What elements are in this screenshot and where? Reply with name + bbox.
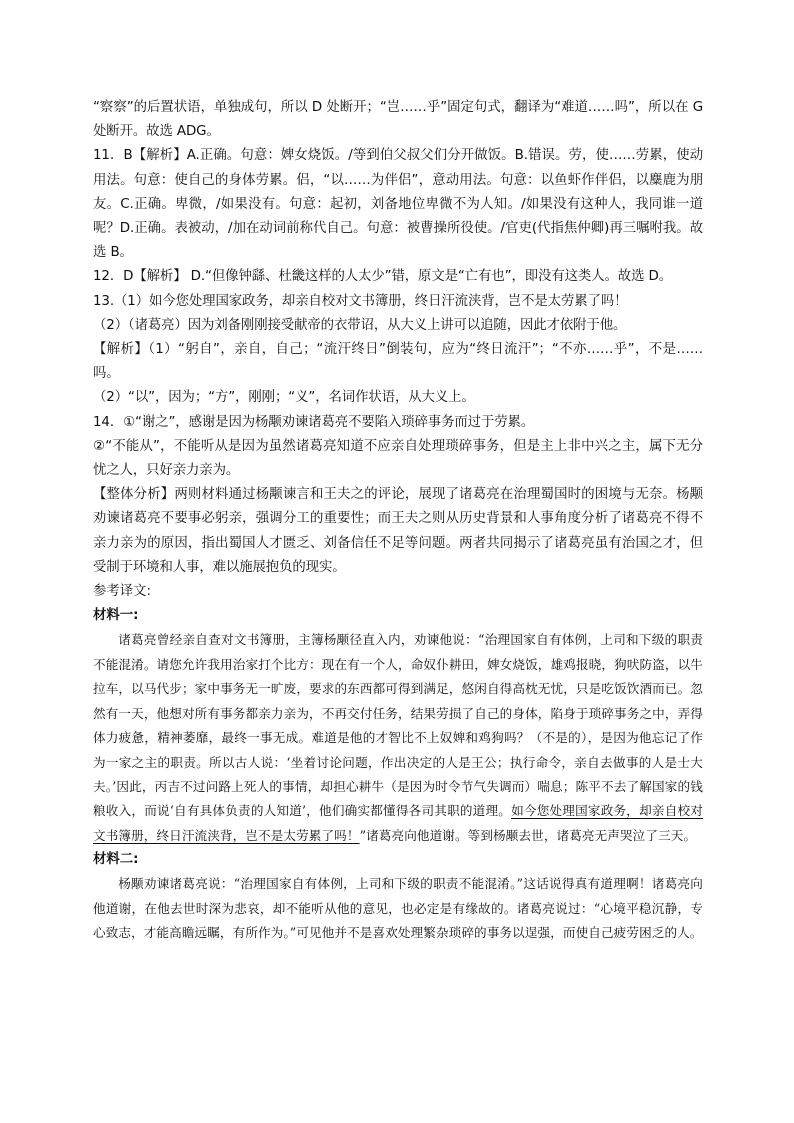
material1-text-b: ”诸葛亮向他道谢。等到杨颙去世，诸葛亮无声哭泣了三天。 bbox=[359, 827, 697, 843]
q13-part2: （2）（诸葛亮）因为刘备刚刚接受献帝的衣带诏，从大义上讲可以追随，因此才依附于他。 bbox=[93, 317, 627, 333]
q10-tail-paragraph: “察察”的后置状语，单独成句，所以 D 处断开；“岂……乎”固定句式，翻译为“难道……吗”，所以在 G 处断开。故选 ADG。 bbox=[93, 100, 703, 140]
q13-analysis-part1: 【解析】（1）“躬自”，亲自，自己；“流汗终日”倒装句，应为“终日流汗”；“不亦……乎”，不是……吗。 bbox=[93, 342, 703, 382]
document-page bbox=[93, 96, 703, 946]
overall-analysis: 【整体分析】两则材料通过杨颙谏言和王夫之的评论，展现了诸葛亮在治理蜀国时的困境与无奈。杨颙劝谏诸葛亮不要事必躬亲，强调分工的重要性；而王夫之则从历史背景和人事角度分析了诸葛亮不得不亲力亲为的原因，指出蜀国人才匮乏、刘备信任不足等问题。两者共同揭示了诸葛亮虽有治国之才，但受制于环境和人事，难以施展抱负的现实。 bbox=[93, 487, 703, 575]
material1-translation bbox=[93, 628, 703, 848]
material1-underlined-sentence: 如今您处理国家政务，却亲自校对文书簿册，终日汗流浃背，岂不是太劳累了吗！ bbox=[93, 803, 704, 843]
material1-label: 材料一: bbox=[93, 608, 139, 624]
q13-part1: 13.（1）如今您处理国家政务，却亲自校对文书簿册，终日汗流浃背，岂不是太劳累了吗！ bbox=[93, 293, 628, 309]
q14-part1: 14．①“谢之”，感谢是因为杨颙劝谏诸葛亮不要陷入琐碎事务而过于劳累。 bbox=[93, 414, 535, 430]
material1-text-a: 诸葛亮曾经亲自查对文书簿册，主簿杨颙径直入内，劝谏他说：“治理国家自有体例，上司和下级的职责不能混淆。请您允许我用治家打个比方：现在有一个人，命奴仆耕田，婢女烧饭，雄鸡报晓，狗吠防盗，以牛拉车，以马代步；家中事务无一旷废，要求的东西都可得到满足，悠闲自得高枕无忧，只是吃饭饮酒而已。忽然有一天，他想对所有事务都亲力亲为，不再交付任务，结果劳损了自己的身体，陷身于琐碎事务之中，弄得体力疲惫，精神萎靡，最终一事无成。难道是他的才智比不上奴婢和鸡狗吗？（不是的），是因为他忘记了作为一家之主的职责。所以古人说：‘坐着讨论问题，作出决定的人是王公；执行命令，亲自去做事的人是士大夫。’因此，丙吉不过问路上死人的事情，却担心耕牛（是因为时令节气失调而）喘息；陈平不去了解国家的钱粮收入，而说‘自有具体负责的人知道’，他们确实都懂得各司其职的道理。 bbox=[93, 632, 703, 819]
material2-translation: 杨颙劝谏诸葛亮说：“治理国家自有体例，上司和下级的职责不能混淆。”这话说得真有道理啊！诸葛亮向他道谢，在他去世时深为悲哀，却不能听从他的意见，也必定是有缘故的。诸葛亮说过：“心境平稳沉静，专心致志，才能高瞻远瞩，有所作为。”可见他并不是喜欢处理繁杂琐碎的事务以逞强，而使自己疲劳困乏的人。 bbox=[93, 876, 703, 941]
material2-label: 材料二: bbox=[93, 852, 139, 868]
q14-part2: ②“不能从”，不能听从是因为虽然诸葛亮知道不应亲自处理琐碎事务，但是主上非中兴之主，属下无分忧之人，只好亲力亲为。 bbox=[93, 438, 703, 479]
q13-analysis-part2: （2）“以”，因为；“方”，刚刚；“义”，名词作状语，从大义上。 bbox=[93, 390, 475, 406]
reference-translation-label: 参考译文: bbox=[93, 584, 152, 600]
q11-answer: 11．B【解析】A.正确。句意：婢女烧饭。/等到伯父叔父们分开做饭。B.错误。劳，使……劳累，使动用法。句意：使自己的身体劳累。侣，“以……为伴侣”，意动用法。句意：以鱼虾作伴侣，以麋鹿为朋友。C.正确。卑微，/如果没有。句意：起初，刘备地位卑微不为人知。/如果没有这种人，我同谁一道呢？D.正确。表被动，/加在动词前称代自己。句意：被曹操所役使。/官吏(代指焦仲卿)再三嘱咐我。故选 B。 bbox=[93, 148, 703, 261]
q12-answer: 12．D【解析】 D.“但像钟繇、杜畿这样的人太少”错，原文是“亡有也”，即没有这类人。故选 D。 bbox=[93, 269, 673, 285]
